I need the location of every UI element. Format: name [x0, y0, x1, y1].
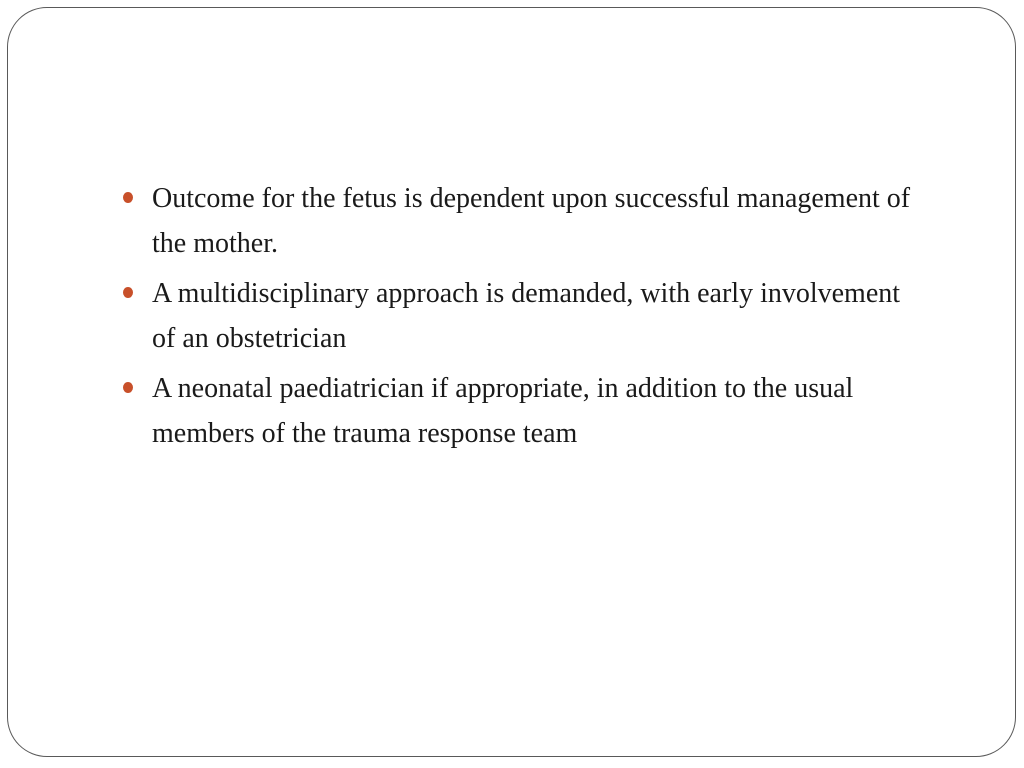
bullet-dot-icon	[123, 287, 133, 298]
bullet-item-1	[120, 176, 920, 266]
bullet-dot-icon	[123, 382, 133, 393]
bullet-item-3	[120, 366, 920, 456]
bullet-text-1: Outcome for the fetus is dependent upon successful management of the mother.	[152, 183, 911, 259]
bullet-text-2: A multidisciplinary approach is demanded, with early involvement of an obstetrician	[152, 278, 901, 354]
slide-frame	[7, 7, 1016, 757]
bullet-text-3: A neonatal paediatrician if appropriate, in addition to the usual members of the trauma response team	[152, 373, 854, 449]
bullet-item-2	[120, 271, 920, 361]
bullet-dot-icon	[123, 192, 133, 203]
bullet-list	[120, 176, 920, 461]
